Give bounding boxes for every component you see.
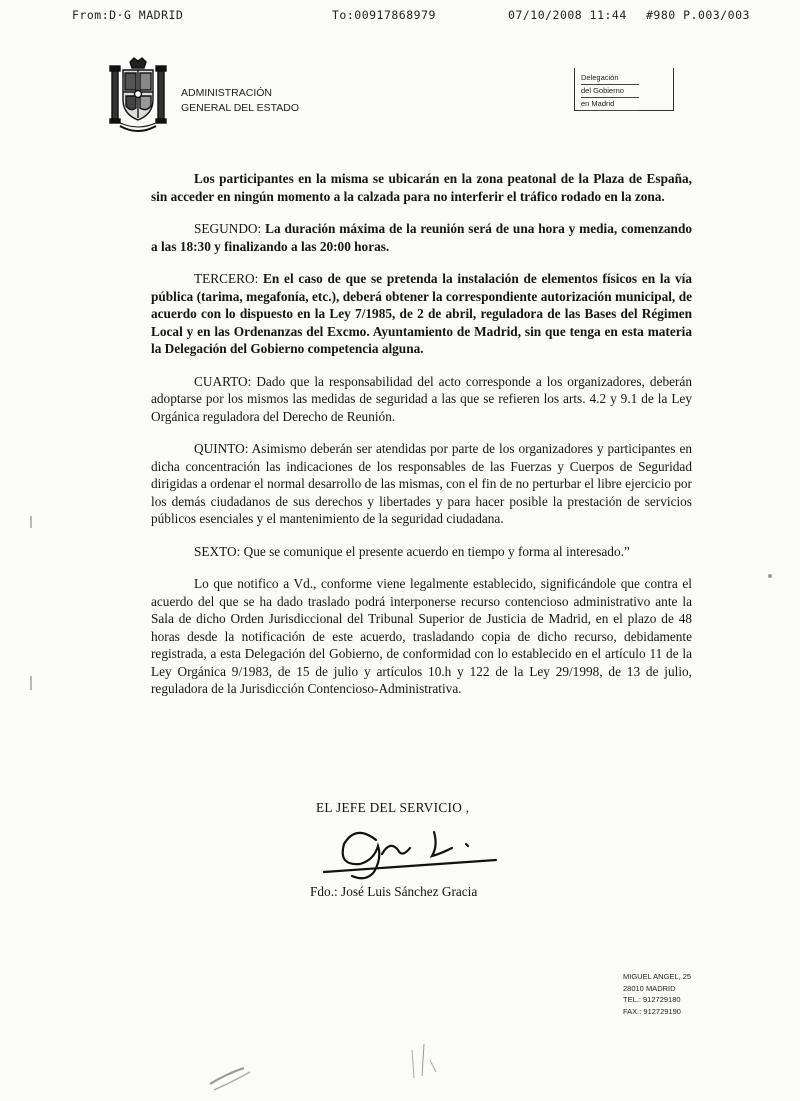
letter-body bbox=[151, 170, 692, 713]
fax-to: To:00917868979 bbox=[332, 8, 436, 22]
address-tel: TEL.: 912729180 bbox=[623, 995, 681, 1004]
delegation-line-1: Delegación bbox=[581, 72, 639, 85]
tercero-label: TERCERO: bbox=[194, 271, 264, 286]
handwritten-signature bbox=[316, 810, 506, 880]
tercero-text: En el caso de que se pretenda la instalación de elementos físicos en la vía pública (tarima, megafonía, etc.), deberá obtener la correspondiente autorización municipal, de acuerdo con lo dispuesto en la Ley 7/1985, de 2 de abril, reguladora de las Bases del Régimen Local y en las Ordenanzas del Excmo. Ayuntamiento de Madrid, sin que tenga en esta materia la Delegación del Gobierno competencia alguna. bbox=[151, 271, 692, 356]
segundo-label: SEGUNDO: bbox=[194, 221, 266, 236]
fax-datetime: 07/10/2008 11:44 bbox=[508, 8, 627, 22]
fax-page: #980 P.003/003 bbox=[646, 8, 750, 22]
fax-from: From:D·G MADRID bbox=[72, 8, 184, 22]
fax-header bbox=[0, 8, 800, 24]
paragraph-segundo bbox=[151, 220, 692, 255]
office-address bbox=[623, 971, 733, 1017]
administration-name bbox=[181, 86, 321, 116]
signature-block bbox=[300, 796, 600, 906]
address-city: 28010 MADRID bbox=[623, 983, 676, 993]
paragraph-sexto: SEXTO: Que se comunique el presente acuerdo en tiempo y forma al interesado.” bbox=[194, 543, 630, 559]
segundo-text: La duración máxima de la reunión será de una hora y media, comenzando a las 18:30 y finalizando a las 20:00 horas. bbox=[151, 221, 692, 254]
administration-line-2: GENERAL DEL ESTADO bbox=[181, 102, 300, 114]
delegation-box bbox=[574, 68, 674, 111]
delegation-line-2: del Gobierno bbox=[581, 85, 639, 98]
address-fax: FAX.: 912729190 bbox=[623, 1006, 681, 1016]
signature-title: EL JEFE DEL SERVICIO , bbox=[316, 800, 470, 815]
paragraph-participants-text: Los participantes en la misma se ubicarán en la zona peatonal de la Plaza de España, sin acceder en ningún momento a la calzada para no interferir el tráfico rodado en la zona. bbox=[151, 171, 692, 204]
administration-line-1: ADMINISTRACIÓN bbox=[181, 87, 273, 99]
coat-of-arms-icon bbox=[106, 56, 170, 138]
paragraph-notification: Lo que notifico a Vd., conforme viene legalmente establecido, significándole que contra el acuerdo del que se ha dado traslado podrá interponerse recurso contencioso administrativo ante la Sala de dicho Orden Jurisdiccional del Tribunal Superior de Justicia de Madrid, en el plazo de 48 horas desde la notificación de este acuerdo, trasladando copia de dicho recurso, debidamente registrada, a esta Delegación del Gobierno, de conformidad con lo establecido en el artículo 11 de la Ley Orgánica 9/1983, de 15 de julio y artículos 10.h y 122 de la Ley 29/1998, de 13 de julio, reguladora de la Jurisdicción Contencioso-Administrativa. bbox=[151, 576, 692, 696]
signatory-name: Fdo.: José Luis Sánchez Gracia bbox=[310, 884, 478, 899]
paragraph-cuarto: CUARTO: Dado que la responsabilidad del acto corresponde a los organizadores, deberán adoptarse por los mismos las medidas de seguridad a las que se refieren los arts. 4.2 y 9.1 de la Ley Orgánica reguladora del Derecho de Reunión. bbox=[151, 373, 692, 424]
delegation-line-3: en Madrid bbox=[581, 98, 639, 111]
paragraph-quinto: QUINTO: Asimismo deberán ser atendidas por parte de los organizadores y participantes en dicha concentración las indicaciones de los responsables de las Fuerzas y Cuerpos de Seguridad dirigidas a ordenar el normal desarrollo de las mismas, con el fin de no perturbar el libre ejercicio por los demás ciudadanos de sus derechos y libertades y para hacer posible la prestación de servicios públicos esenciales y el mantenimiento de la seguridad ciudadana. bbox=[151, 441, 692, 526]
address-street: MIGUEL ANGEL, 25 bbox=[623, 972, 692, 981]
paragraph-participants bbox=[151, 170, 692, 205]
paragraph-tercero bbox=[151, 270, 692, 358]
